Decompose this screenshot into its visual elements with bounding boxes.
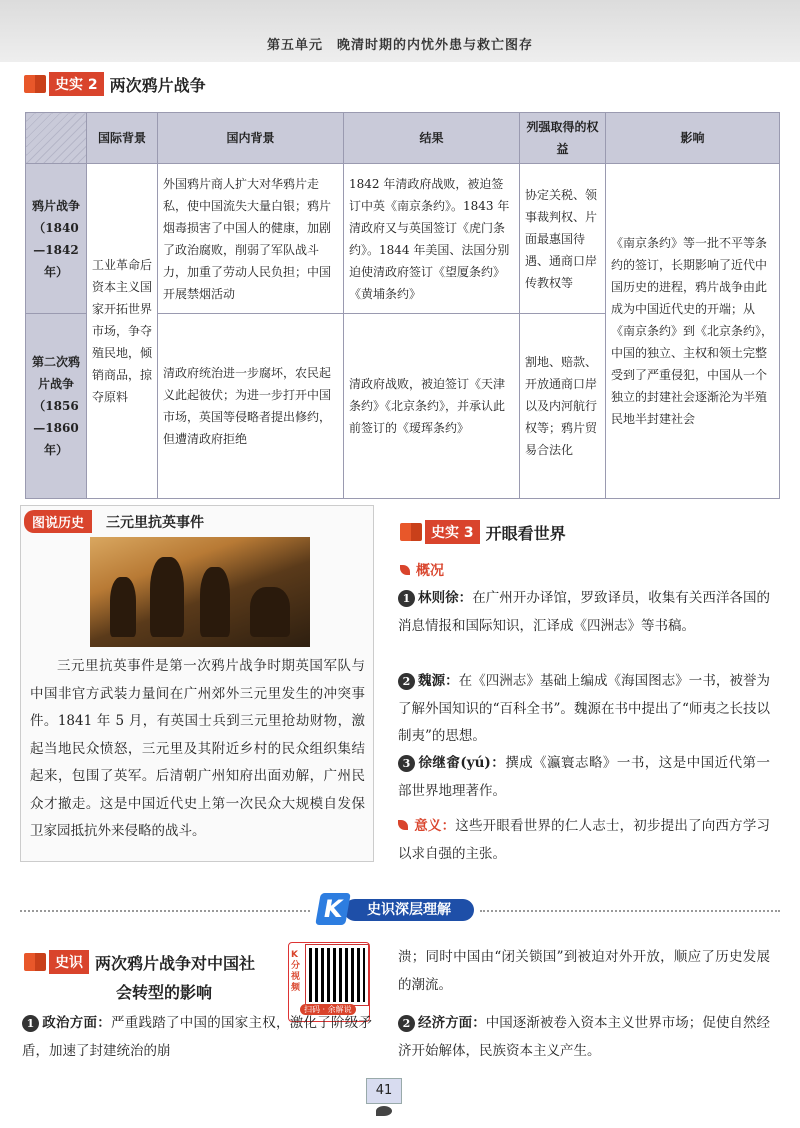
meaning-text: 这些开眼看世界的仁人志士，初步提出了向西方学习以求自强的主张。 <box>398 818 771 862</box>
unit-title: 第五单元 晚清时期的内忧外患与救亡图存 <box>266 38 533 53</box>
item-name: 林则徐： <box>418 590 473 606</box>
item-text: 中国逐渐被卷入资本主义世界市场；促使自然经济开始解体，民族资本主义产生。 <box>398 1015 771 1059</box>
insight-heading <box>24 950 255 974</box>
section2-tag: 史实 2 <box>49 72 104 96</box>
result-cell-first: 1842 年清政府战败，被迫签订中英《南京条约》。1843 年清政府又与英国签订《虎门条约》。1844 年美国、法国分别迫使清政府签订《望厦条约》《黄埔条约》 <box>344 164 520 314</box>
number-badge: 3 <box>398 755 415 772</box>
overview-item-2 <box>398 668 770 751</box>
picture-history-heading <box>24 510 204 533</box>
k-logo-icon: K <box>315 893 351 925</box>
overview-item-3 <box>398 750 770 805</box>
book-icon <box>400 523 422 541</box>
section2-heading <box>24 72 206 96</box>
meaning-label: 意义： <box>414 818 456 834</box>
table-header-row <box>26 113 780 164</box>
leaf-icon <box>398 820 408 830</box>
qr-side-label: K分视频 <box>291 950 301 993</box>
dotted-divider-left <box>20 910 310 912</box>
sanyuanli-painting <box>90 537 310 647</box>
row-name-first-war: 鸦片战争（1840—1842 年） <box>26 164 87 314</box>
item-text: 严重践踏了中国的国家主权，激化了阶级矛盾，加速了封建统治的崩 <box>22 1015 372 1059</box>
domestic-cell-second: 清政府统治进一步腐坏，农民起义此起彼伏；为进一步打开中国市场，英国等侵略者提出修约，但遭清政府拒绝 <box>158 314 344 499</box>
picture-history-badge: 图说历史 <box>24 510 92 533</box>
figure-silhouette <box>250 587 290 637</box>
deep-understanding-label: 史识深层理解 <box>344 899 474 921</box>
number-badge: 1 <box>398 590 415 607</box>
row-name-second-war: 第二次鸦片战争（1856—1860 年） <box>26 314 87 499</box>
overview-heading <box>400 560 444 580</box>
table-row <box>26 164 780 314</box>
number-badge: 2 <box>398 673 415 690</box>
result-cell-second: 清政府战败，被迫签订《天津条约》《北京条约》，并承认此前签订的《瑷珲条约》 <box>344 314 520 499</box>
item-name: 政治方面： <box>42 1015 111 1031</box>
opium-wars-table <box>25 112 780 499</box>
figure-silhouette <box>150 557 184 637</box>
number-badge: 1 <box>22 1015 39 1032</box>
insight-title-line2: 会转型的影响 <box>116 983 213 1002</box>
page-number: 41 <box>366 1078 402 1104</box>
item-name: 徐继畬(yú)： <box>418 755 506 771</box>
qr-caption: 扫码 · 余解说 <box>300 1004 356 1015</box>
qr-code[interactable] <box>306 945 368 1005</box>
item-text: 撰成《瀛寰志略》一书，这是中国近代第一部世界地理著作。 <box>398 755 770 799</box>
th-intl: 国际背景 <box>87 113 158 164</box>
dotted-divider-right <box>480 910 780 912</box>
book-icon <box>24 953 46 971</box>
figure-silhouette <box>200 567 230 637</box>
item-name: 魏源： <box>418 673 459 689</box>
item-name: 经济方面： <box>418 1015 486 1031</box>
insight-title-line1: 两次鸦片战争对中国社 <box>95 953 256 973</box>
insight-tag: 史识 <box>49 950 89 974</box>
th-result: 结果 <box>344 113 520 164</box>
item-text: 在《四洲志》基础上编成《海国图志》一书，被誉为了解外国知识的“百科全书”。魏源在书中提出了“师夷之长技以制夷”的思想。 <box>398 673 771 744</box>
section3-heading <box>400 520 566 544</box>
domestic-cell-first: 外国鸦片商人扩大对华鸦片走私，使中国流失大量白银；鸦片烟毒损害了中国人的健康，加剧了政治腐败，削弱了军队战斗力，加重了劳动人民负担；中国开展禁烟活动 <box>158 164 344 314</box>
th-rights: 列强取得的权益 <box>520 113 606 164</box>
overview-item-1 <box>398 585 770 640</box>
insight-item-2 <box>398 1010 770 1065</box>
impact-cell: 《南京条约》等一批不平等条约的签订，长期影响了近代中国历史的进程，鸦片战争由此成为中国近代史的开端；从《南京条约》到《北京条约》，中国的独立、主权和领土完整受到了严重侵犯，中国从一个独立的封建社会逐渐沦为半殖民地半封建社会 <box>606 164 780 499</box>
intl-background-cell: 工业革命后资本主义国家开拓世界市场，争夺殖民地，倾销商品，掠夺原料 <box>87 164 158 499</box>
table-corner <box>26 113 87 164</box>
picture-history-title: 三元里抗英事件 <box>106 514 205 531</box>
rights-cell-first: 协定关税、领事裁判权、片面最惠国待遇、通商口岸传教权等 <box>520 164 606 314</box>
leaf-icon <box>400 565 410 575</box>
section3-tag: 史实 3 <box>425 520 480 544</box>
section2-title: 两次鸦片战争 <box>109 75 206 95</box>
bird-icon <box>376 1106 392 1116</box>
book-icon <box>24 75 46 93</box>
picture-history-text: 三元里抗英事件是第一次鸦片战争时期英国军队与中国非官方武装力量间在广州郊外三元里发生的冲突事件。1841 年 5 月，有英国士兵到三元里抢劫财物，激起当地民众愤怒，三元里及其附近乡村的民众组织集结起来，包围了英军。后清朝广州知府出面劝解，广州民众才撤走。这是中国近代史上第一次民众大规模自发保卫家园抵抗外来侵略的战斗。 <box>30 658 365 839</box>
item-text: 在广州开办译馆，罗致译员，收集有关西洋各国的消息情报和国际知识，汇译成《四洲志》等书稿。 <box>398 590 771 634</box>
number-badge: 2 <box>398 1015 415 1032</box>
th-impact: 影响 <box>606 113 780 164</box>
insight-item-1-right: 溃；同时中国由“闭关锁国”到被迫对外开放，顺应了历史发展的潮流。 <box>398 949 770 993</box>
figure-silhouette <box>110 577 136 637</box>
deep-understanding-badge <box>318 893 478 925</box>
insight-item-1-left <box>22 1010 372 1065</box>
section3-title: 开眼看世界 <box>485 523 566 543</box>
meaning-paragraph <box>398 813 770 868</box>
overview-label: 概况 <box>416 563 444 579</box>
rights-cell-second: 割地、赔款、开放通商口岸以及内河航行权等；鸦片贸易合法化 <box>520 314 606 499</box>
th-domestic: 国内背景 <box>158 113 344 164</box>
